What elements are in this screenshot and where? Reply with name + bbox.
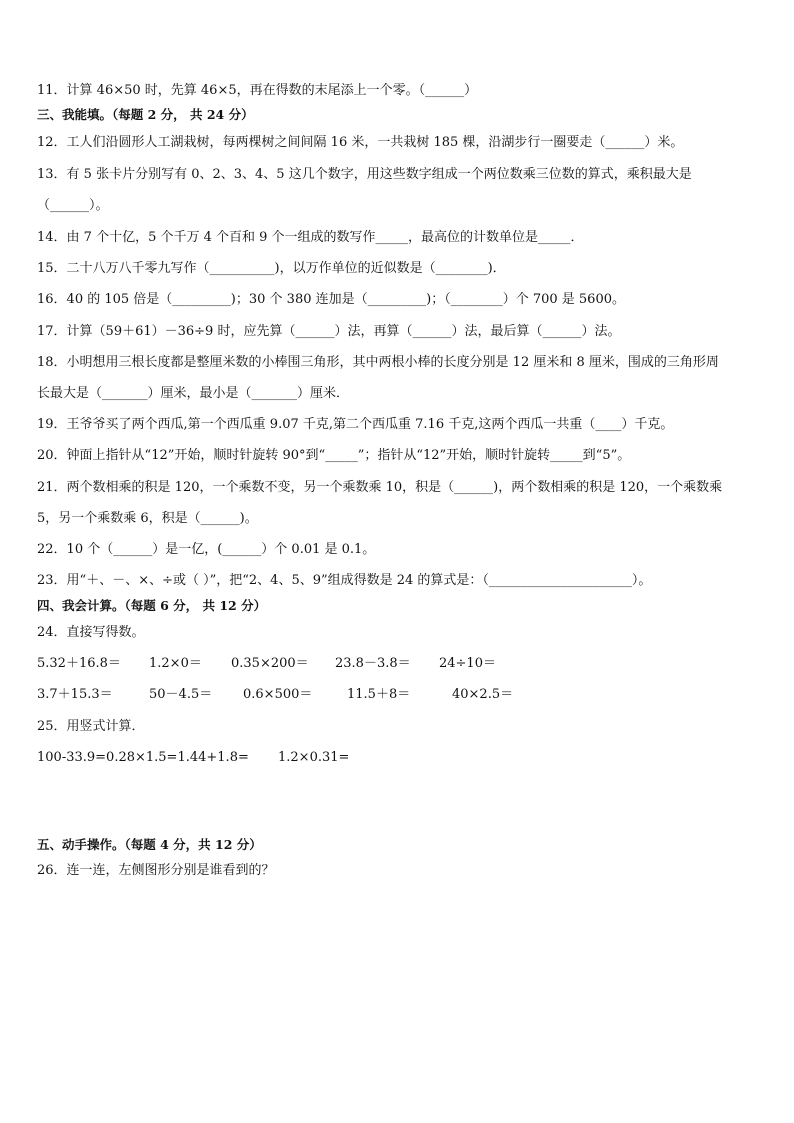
question-26: 26．连一连，左侧图形分别是谁看到的？ bbox=[37, 863, 275, 878]
question-18-cont: 长最大是（_______）厘米，最小是（_______）厘米． bbox=[37, 386, 350, 401]
question-25: 25．用竖式计算． bbox=[37, 719, 145, 734]
oral-calc-item: 23.8－3.8＝ bbox=[335, 656, 411, 671]
section-3-heading: 三、我能填。（每题 2 分， 共 24 分） bbox=[37, 107, 254, 122]
question-18: 18．小明想用三根长度都是整厘米数的小棒围三角形，其中两根小棒的长度分别是 12 厘米和 8 厘米，围成的三角形周 bbox=[37, 355, 719, 370]
question-23: 23．用“＋、－、×、÷或（ ）”，把“2、4、5、9”组成得数是 24 的算式是：（______________________）。 bbox=[37, 573, 652, 588]
oral-calc-item: 24÷10＝ bbox=[439, 656, 496, 671]
section-5-heading: 五、动手操作。（每题 4 分，共 12 分） bbox=[37, 837, 262, 852]
section-4-heading: 四、我会计算。（每题 6 分， 共 12 分） bbox=[37, 598, 267, 613]
question-19: 19．王爷爷买了两个西瓜,第一个西瓜重 9.07 千克,第二个西瓜重 7.16 千克,这两个西瓜一共重（____）千克。 bbox=[37, 417, 674, 432]
question-12: 12．工人们沿圆形人工湖栽树，每两棵树之间间隔 16 米，一共栽树 185 棵，沿湖步行一圈要走（______）米。 bbox=[37, 135, 684, 150]
oral-calc-item: 50－4.5＝ bbox=[149, 687, 213, 702]
oral-calc-item: 0.35×200＝ bbox=[231, 656, 309, 671]
oral-calc-row-2 bbox=[37, 687, 757, 703]
vertical-calc-item: 100-33.9=0.28×1.5=1.44+1.8= bbox=[37, 750, 249, 765]
question-16: 16．40 的 105 倍是（_________)；30 个 380 连加是（_________)；（________）个 700 是 5600。 bbox=[37, 292, 625, 307]
vertical-calc-item: 1.2×0.31= bbox=[278, 750, 350, 765]
vertical-calc-row bbox=[37, 750, 757, 766]
question-14: 14．由 7 个十亿，5 个千万 4 个百和 9 个一组成的数写作_____，最高位的计数单位是_____． bbox=[37, 230, 584, 245]
question-11: 11．计算 46×50 时，先算 46×5，再在得数的末尾添上一个零。（______） bbox=[37, 83, 478, 98]
question-21: 21．两个数相乘的积是 120，一个乘数不变，另一个乘数乘 10，积是（______)，两个数相乘的积是 120，一个乘数乘 bbox=[37, 480, 723, 495]
question-15: 15．二十八万八千零九写作（__________)，以万作单位的近似数是（________)． bbox=[37, 261, 506, 276]
question-22: 22．10 个（______）是一亿，(______）个 0.01 是 0.1。 bbox=[37, 542, 376, 557]
oral-calc-item: 3.7＋15.3＝ bbox=[37, 687, 113, 702]
question-17: 17．计算（59＋61）－36÷9 时，应先算（______）法，再算（______）法，最后算（______）法。 bbox=[37, 324, 621, 339]
oral-calc-row-1 bbox=[37, 656, 757, 672]
question-13: 13．有 5 张卡片分别写有 0、2、3、4、5 这几个数字，用这些数字组成一个两位数乘三位数的算式，乘积最大是 bbox=[37, 167, 692, 182]
oral-calc-item: 11.5＋8＝ bbox=[347, 687, 411, 702]
question-13-cont: （______）。 bbox=[37, 198, 109, 213]
oral-calc-item: 1.2×0＝ bbox=[149, 656, 202, 671]
question-21-cont: 5，另一个乘数乘 6，积是（______)。 bbox=[37, 511, 258, 526]
oral-calc-item: 5.32＋16.8＝ bbox=[37, 656, 121, 671]
oral-calc-item: 40×2.5＝ bbox=[452, 687, 514, 702]
oral-calc-item: 0.6×500＝ bbox=[243, 687, 313, 702]
question-20: 20．钟面上指针从“12”开始，顺时针旋转 90°到“_____”；指针从“12”开始，顺时针旋转_____到“5”。 bbox=[37, 448, 631, 463]
question-24: 24．直接写得数。 bbox=[37, 625, 145, 640]
